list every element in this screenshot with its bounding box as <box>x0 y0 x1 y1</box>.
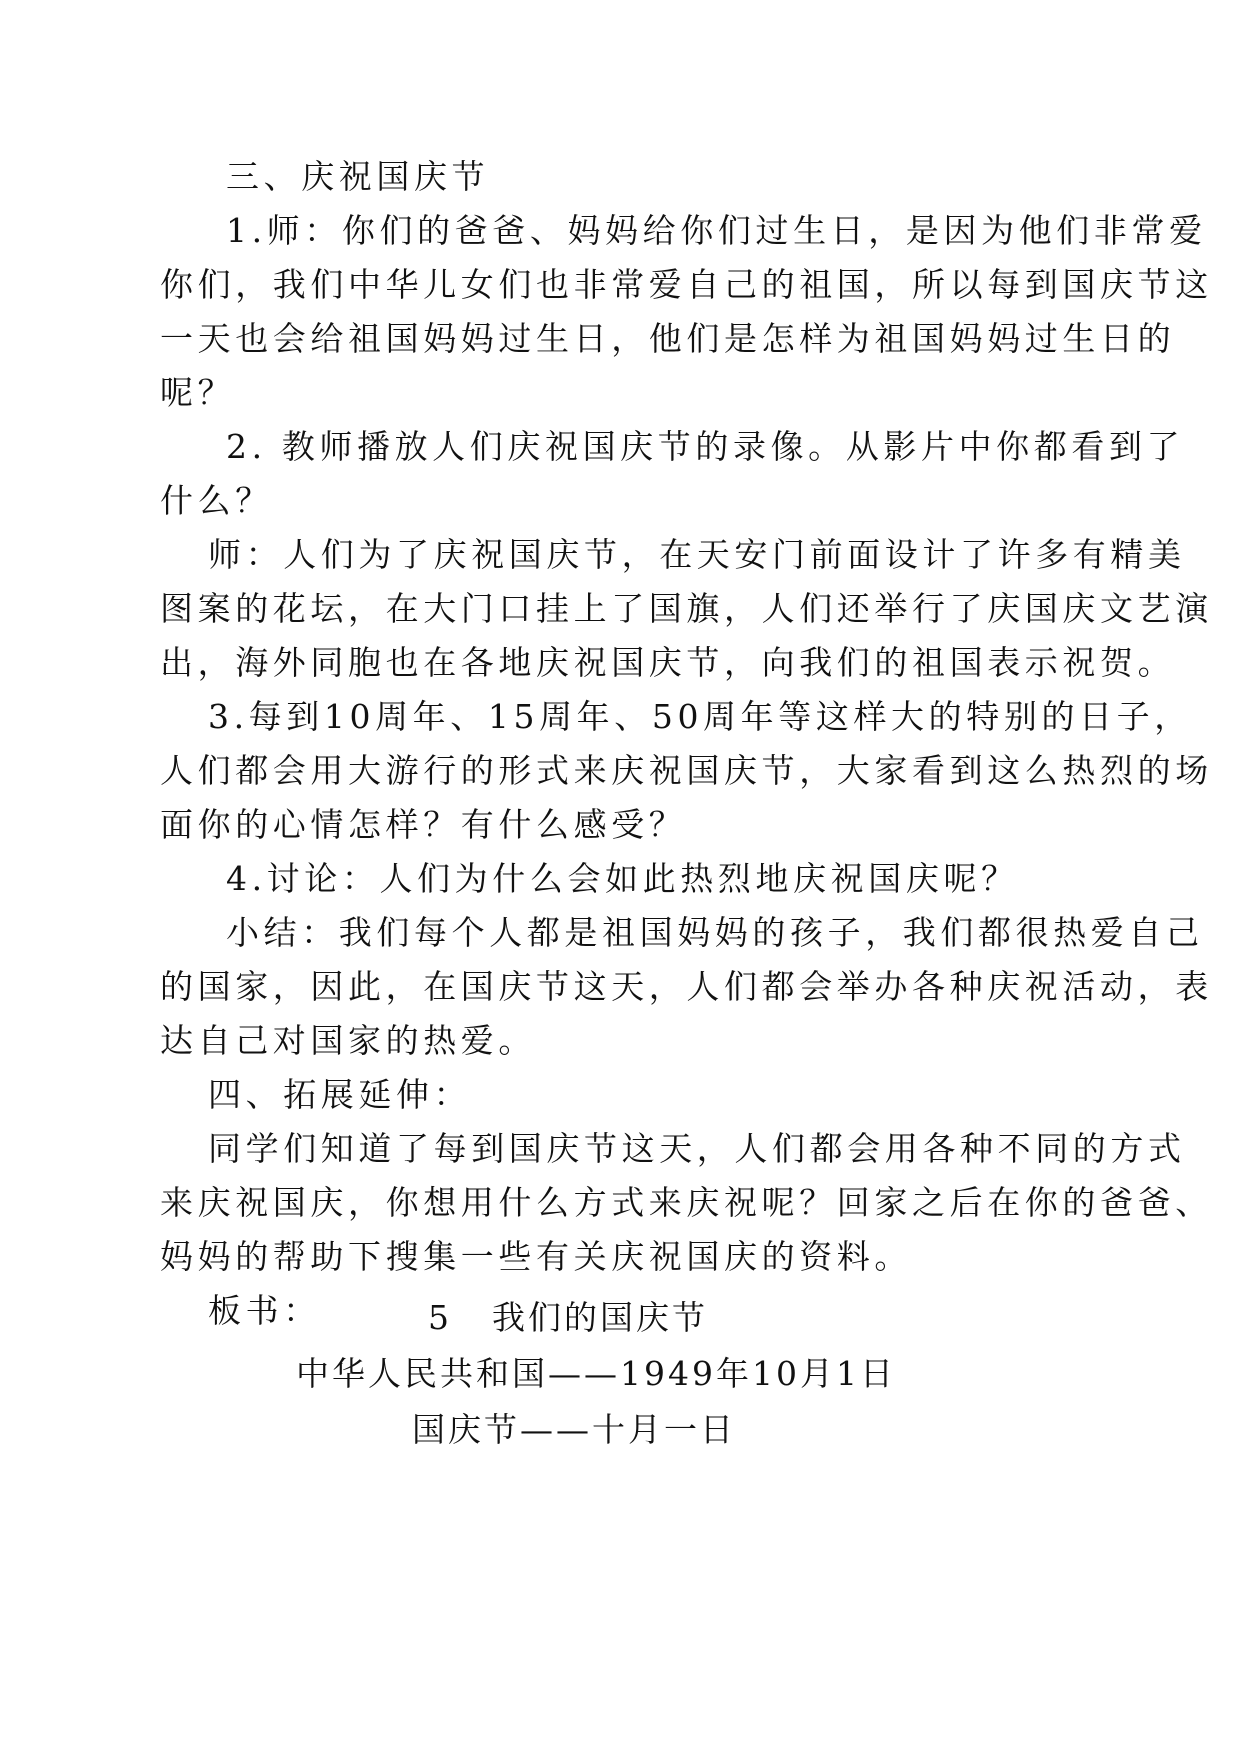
blackboard-label: 板书： <box>208 1291 321 1330</box>
paragraph-line: 同学们知道了每到国庆节这天，人们都会用各种不同的方式 <box>208 1129 1186 1168</box>
paragraph-line: 呢？ <box>160 373 236 412</box>
paragraph-line: 来庆祝国庆，你想用什么方式来庆祝呢？回家之后在你的爸爸、 <box>160 1183 1213 1222</box>
section-heading-extension: 四、拓展延伸： <box>208 1075 472 1114</box>
paragraph-line: 3.每到10周年、15周年、50周年等这样大的特别的日子， <box>208 697 1192 736</box>
blackboard-line-founding: 中华人民共和国——1949年10月1日 <box>296 1354 896 1393</box>
paragraph-line: 妈妈的帮助下搜集一些有关庆祝国庆的资料。 <box>160 1237 912 1276</box>
paragraph-line: 出，海外同胞也在各地庆祝国庆节，向我们的祖国表示祝贺。 <box>160 643 1176 682</box>
paragraph-line: 人们都会用大游行的形式来庆祝国庆节，大家看到这么热烈的场 <box>160 751 1213 790</box>
paragraph-line: 的国家，因此，在国庆节这天，人们都会举办各种庆祝活动，表 <box>160 967 1213 1006</box>
paragraph-line: 1.师：你们的爸爸、妈妈给你们过生日，是因为他们非常爱 <box>226 211 1207 250</box>
document-body <box>160 150 1213 1338</box>
blackboard-title <box>428 1290 708 1346</box>
paragraph-line: 一天也会给祖国妈妈过生日，他们是怎样为祖国妈妈过生日的 <box>160 319 1176 358</box>
paragraph-line: 达自己对国家的热爱。 <box>160 1021 536 1060</box>
section-heading-celebrate: 三、庆祝国庆节 <box>226 157 490 196</box>
paragraph-line: 师：人们为了庆祝国庆节，在天安门前面设计了许多有精美 <box>208 535 1186 574</box>
paragraph-line: 图案的花坛，在大门口挂上了国旗，人们还举行了庆国庆文艺演 <box>160 589 1213 628</box>
paragraph-line: 4.讨论：人们为什么会如此热烈地庆祝国庆呢？ <box>226 859 1019 898</box>
lesson-number: 5 <box>428 1298 452 1337</box>
lesson-title: 我们的国庆节 <box>492 1298 708 1337</box>
paragraph-line: 你们，我们中华儿女们也非常爱自己的祖国，所以每到国庆节这 <box>160 265 1213 304</box>
paragraph-line: 面你的心情怎样？有什么感受？ <box>160 805 687 844</box>
paragraph-line: 什么？ <box>160 481 273 520</box>
paragraph-line: 小结：我们每个人都是祖国妈妈的孩子，我们都很热爱自己 <box>226 913 1204 952</box>
paragraph-line: 2. 教师播放人们庆祝国庆节的录像。从影片中你都看到了 <box>226 427 1185 466</box>
blackboard-line-national-day: 国庆节——十月一日 <box>412 1410 736 1449</box>
